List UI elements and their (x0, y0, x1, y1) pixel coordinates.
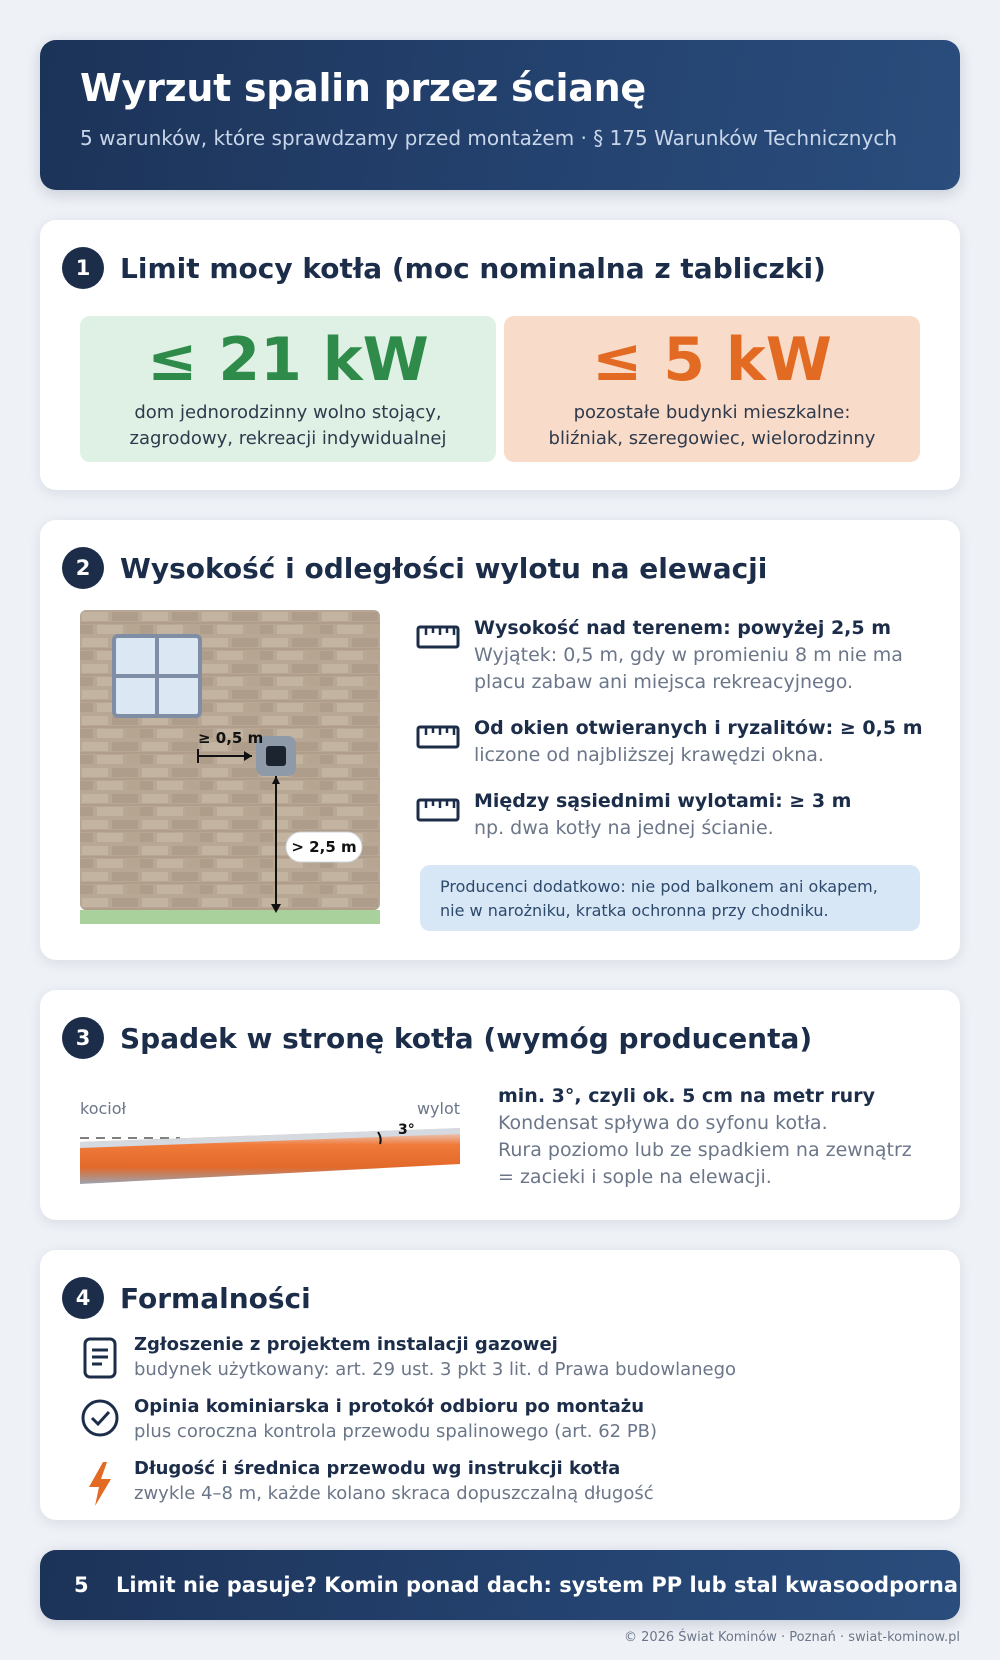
section-number: 4 (62, 1277, 104, 1319)
section-title: Wysokość i odległości wylotu na elewacji (120, 551, 768, 585)
formality-desc: zwykle 4–8 m, każde kolano skraca dopuszczalną długość (134, 1483, 654, 1504)
slope-desc: = zacieki i sople na elewacji. (498, 1166, 772, 1188)
power-value: ≤ 5 kW (592, 325, 832, 395)
requirement-desc: Wyjątek: 0,5 m, gdy w promieniu 8 m nie ma (474, 644, 903, 666)
section-outlet-position (40, 520, 960, 960)
formality-desc: plus coroczna kontrola przewodu spalinowego (art. 62 PB) (134, 1421, 658, 1442)
desc-line: zagrodowy, rekreacji indywidualnej (129, 428, 447, 449)
formality-item (80, 1394, 657, 1444)
section-number: 3 (62, 1017, 104, 1059)
wall-diagram (80, 610, 380, 924)
power-value: ≤ 21 kW (147, 325, 429, 395)
requirement-outlet-distance (416, 788, 851, 842)
banner-text: Limit nie pasuje? Komin ponad dach: system PP lub stal kwasoodporna (116, 1573, 959, 1597)
section-title: Limit mocy kotła (moc nominalna z tabliczki) (120, 251, 826, 285)
power-box-single-family (80, 316, 496, 462)
requirement-title: Między sąsiednimi wylotami: ≥ 3 m (474, 790, 852, 812)
formality-title: Zgłoszenie z projektem instalacji gazowej (134, 1334, 558, 1355)
requirement-window-distance (416, 715, 923, 769)
slope-desc: Rura poziomo lub ze spadkiem na zewnątrz (498, 1139, 912, 1161)
requirement-title: Od okien otwieranych i ryzalitów: ≥ 0,5 m (474, 717, 923, 739)
window-distance-label: ≥ 0,5 m (198, 729, 264, 747)
section-formalities (40, 1250, 960, 1520)
manufacturer-note (420, 865, 920, 931)
outlet-label: wylot (416, 1099, 460, 1118)
angle-label: 3° (398, 1122, 415, 1138)
formality-title: Długość i średnica przewodu wg instrukcji kotła (134, 1458, 621, 1479)
formality-item (80, 1456, 654, 1506)
slope-diagram (80, 1090, 460, 1200)
page-header (40, 40, 960, 190)
section-3-heading (62, 1017, 812, 1059)
footer-credit: © 2026 Świat Kominów · Poznań · swiat-kominow.pl (623, 1630, 960, 1645)
check-circle-icon (80, 1394, 120, 1442)
section-power-limit (40, 220, 960, 490)
section-title: Formalności (120, 1281, 311, 1315)
page-title: Wyrzut spalin przez ścianę (80, 66, 646, 110)
power-box-other (504, 316, 920, 462)
formality-item (80, 1332, 736, 1382)
desc-line: pozostałe budynki mieszkalne: (573, 402, 851, 423)
section-1-heading (62, 247, 826, 289)
ruler-icon (416, 625, 460, 649)
section-number: 2 (62, 547, 104, 589)
lightning-icon (80, 1456, 120, 1504)
slope-desc: Kondensat spływa do syfonu kotła. (498, 1112, 828, 1134)
page-subtitle: 5 warunków, które sprawdzamy przed montażem · § 175 Warunków Technicznych (80, 126, 897, 150)
boiler-label: kocioł (80, 1099, 127, 1118)
ruler-icon (416, 725, 460, 749)
slope-text (498, 1083, 938, 1191)
section-2-heading (62, 547, 767, 589)
desc-line: bliźniak, szeregowiec, wielorodzinny (548, 428, 876, 449)
window-icon (114, 636, 200, 716)
requirement-desc: liczone od najbliższej krawędzi okna. (474, 744, 824, 766)
section-slope (40, 990, 960, 1220)
power-description (80, 400, 496, 452)
note-line: nie w narożniku, kratka ochronna przy chodniku. (440, 901, 829, 920)
requirement-desc: placu zabaw ani miejsca rekreacyjnego. (474, 671, 854, 693)
desc-line: dom jednorodzinny wolno stojący, (134, 402, 442, 423)
note-line: Producenci dodatkowo: nie pod balkonem ani okapem, (440, 877, 878, 896)
chimney-alternative-banner (40, 1550, 960, 1620)
requirement-height (416, 615, 903, 696)
section-number: 1 (62, 247, 104, 289)
document-icon (80, 1332, 120, 1380)
power-description (504, 400, 920, 452)
requirement-desc: np. dwa kotły na jednej ścianie. (474, 817, 774, 839)
slope-title: min. 3°, czyli ok. 5 cm na metr rury (498, 1085, 875, 1107)
formality-title: Opinia kominiarska i protokół odbioru po montażu (134, 1396, 645, 1417)
section-number: 5 (74, 1573, 89, 1597)
formality-desc: budynek użytkowany: art. 29 ust. 3 pkt 3 lit. d Prawa budowlanego (134, 1359, 737, 1380)
requirement-title: Wysokość nad terenem: powyżej 2,5 m (474, 617, 892, 639)
ruler-icon (416, 798, 460, 822)
section-4-heading (62, 1277, 311, 1319)
height-label: > 2,5 m (291, 838, 357, 856)
section-title: Spadek w stronę kotła (wymóg producenta) (120, 1021, 813, 1055)
